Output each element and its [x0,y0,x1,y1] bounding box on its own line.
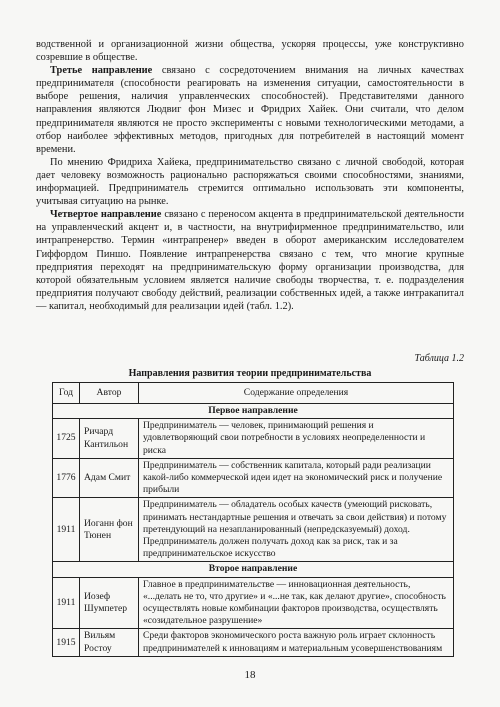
table-row [53,629,454,656]
paragraph-1: водственной и организационной жизни общества, ускоряя процессы, уже конструктивно созревшие в обществе. [36,39,464,64]
cell-author: Иоганн фон Тюнен [80,498,139,562]
paragraph-4-text: связано с переносом акцента в предпринимательской деятельности на управленческий акцент и, в частности, на внутрифирменное предпринимательство, или интрапренерство. Термин «интрапренер» введен в оборот американским исследователем Гиффордом Пиншо. Появление интрапренерства связано с тем, что многие крупные предприятия переходят на предпринимательскую форму организации производства, для которой обязательным условием является наличие свободы творчества, т. е. подразделения предприятия получают свободу действий, реализации собственных идей, а также интракапитал — капитал, необходимый для реализации идей (табл. 1.2). [36,209,465,312]
section-row [53,404,454,419]
table-row [53,577,454,629]
third-direction-heading: Третье направление [50,65,153,77]
cell-content: Предприниматель — человек, принимающий решения и удовлетворяющий свои потребности в условиях неопределенности и риска [139,419,454,459]
table-label: Таблица 1.2 [414,353,464,364]
section-second: Второе направление [53,562,454,577]
page-number: 18 [244,669,256,681]
header-year: Год [53,383,80,404]
table-title: Направления развития теории предпринимательства [128,368,372,379]
cell-content: Предприниматель — обладатель особых качеств (умеющий рисковать, принимать нестандартные решения и отвечать за свои действия) и потому претендующий на незапланированный (непредсказуемый) доход. Предприниматель должен получать доход как за риск, так и за предпринимательское искусство [139,498,454,562]
cell-year: 1911 [53,577,80,629]
section-row [53,562,454,577]
fourth-direction-heading: Четвертое направление [50,209,162,221]
header-author: Автор [80,383,139,404]
body-text [36,38,464,313]
header-content: Содержание определения [139,383,454,404]
cell-year: 1725 [53,419,80,459]
cell-year: 1915 [53,629,80,656]
cell-year: 1776 [53,458,80,498]
table-row [53,419,454,459]
table-row [53,498,454,562]
paragraph-2-text: связано с сосредоточением внимания на личных качествах предпринимателя (способности реагировать на изменения ситуации, самостоятельности в выборе решения, наличия управленческих способностей). Представителями данного направления являются Людвиг фон Мизес и Фридрих Хайек. Они считали, что делом предпринимателя являются не просто эксперименты с новыми технологическими методами, а отбор наиболее эффективных методов, пригодных для потребителей в настоящий момент времени. [36,65,464,155]
cell-author: Вильям Ростоу [80,629,139,656]
cell-author: Адам Смит [80,458,139,498]
directions-table [52,382,454,657]
cell-content: Главное в предпринимательстве — инновационная деятельность, «...делать не то, что другие» и «...не так, как делают другие», способность осуществлять новые комбинации факторов производства, осуществлять «созидательное разрушение» [139,577,454,629]
cell-content: Предприниматель — собственник капитала, который ради реализации какой-либо коммерческой идеи идет на экономический риск и получение прибыли [139,458,454,498]
cell-author: Ричард Кантильон [80,419,139,459]
paragraph-4 [36,208,464,313]
table-row [53,458,454,498]
paragraph-3: По мнению Фридриха Хайека, предпринимательство связано с личной свободой, которая дает человеку возможность рационально распоряжаться своими способностями, знаниями, информацией. Предприниматель стремится оптимально использовать эти компоненты, учитывая ситуацию на рынке. [36,156,464,208]
table-header-row [53,383,454,404]
cell-year: 1911 [53,498,80,562]
cell-content: Среди факторов экономического роста важную роль играет склонность предпринимателей к инновациям и материальным усовершенствованиям [139,629,454,656]
section-first: Первое направление [53,404,454,419]
paragraph-2 [36,64,464,156]
cell-author: Иозеф Шумпетер [80,577,139,629]
